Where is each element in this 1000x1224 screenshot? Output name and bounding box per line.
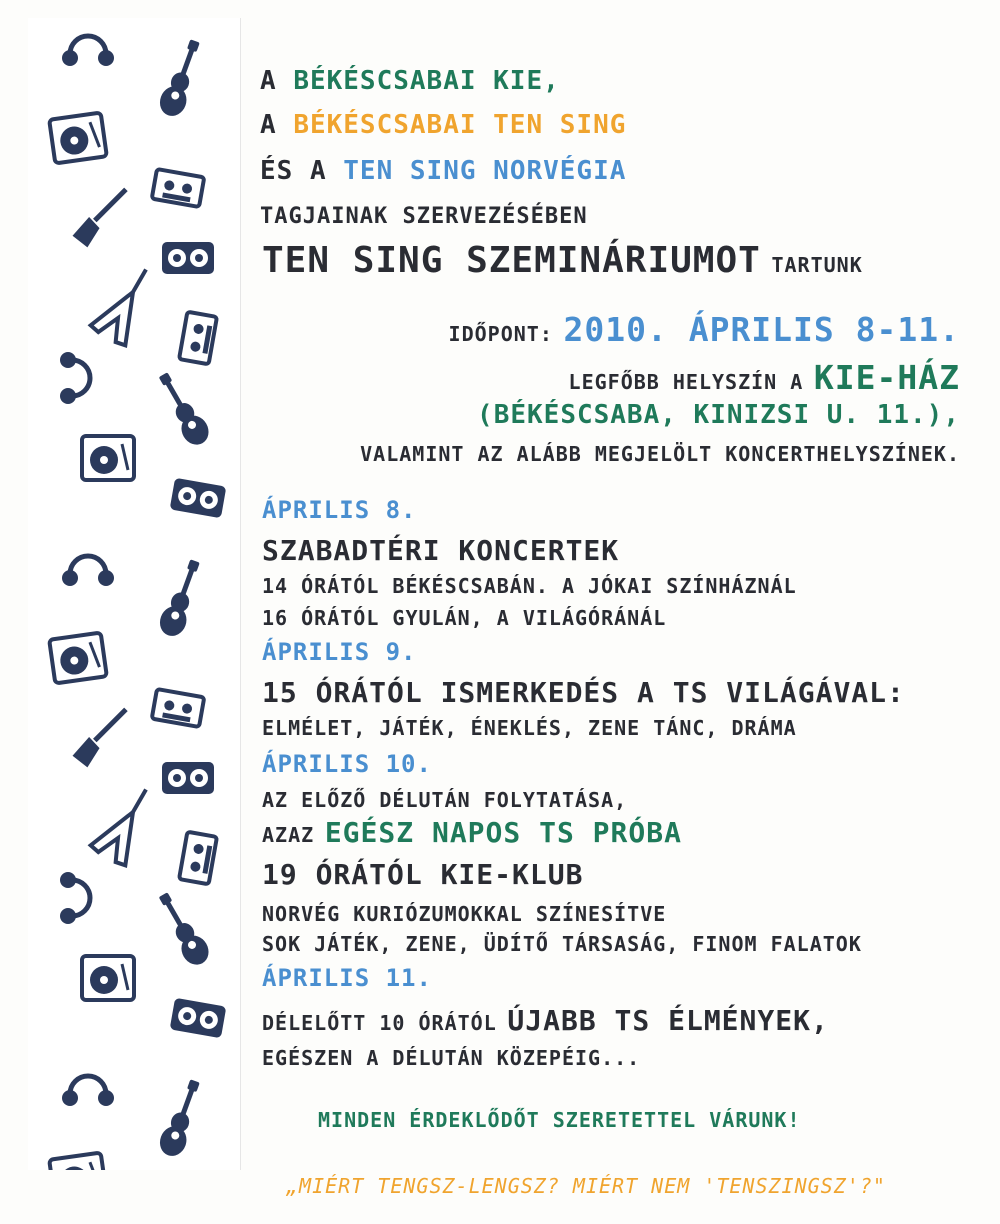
- venue-note: VALAMINT AZ ALÁBB MEGJELÖLT KONCERTHELYSZÍNEK.: [360, 442, 960, 466]
- day3-line-4: NORVÉG KURIÓZUMOKKAL SZÍNESÍTVE: [262, 902, 667, 926]
- rehearsal-highlight: EGÉSZ NAPOS TS PRÓBA: [324, 816, 682, 849]
- day3-date: ÁPRILIS 10.: [262, 750, 432, 778]
- day1-title: SZABADTÉRI KONCERTEK: [262, 534, 620, 567]
- organizer-kie: BÉKÉSCSABAI KIE,: [293, 66, 560, 96]
- slogan-text: „MIÉRT TENGSZ-LENGSZ? MIÉRT NEM 'TENSZINGSZ'?": [286, 1174, 886, 1198]
- date-line: IDŐPONT: 2010. ÁPRILIS 8-11.: [448, 310, 960, 349]
- venue-name: KIE-HÁZ: [813, 358, 960, 397]
- day3-line-2: AZAZ EGÉSZ NAPOS TS PRÓBA: [262, 816, 682, 849]
- day1-date: ÁPRILIS 8.: [262, 496, 417, 524]
- event-date: 2010. ÁPRILIS 8-11.: [563, 310, 960, 349]
- day2-line-1: ELMÉLET, JÁTÉK, ÉNEKLÉS, ZENE TÁNC, DRÁMA: [262, 716, 797, 740]
- day1-line-2: 16 ÓRÁTÓL GYULÁN, A VILÁGÓRÁNÁL: [262, 606, 667, 630]
- intro-line-4: TAGJAINAK SZERVEZÉSÉBEN: [260, 204, 588, 229]
- day4-line-2: EGÉSZEN A DÉLUTÁN KÖZEPÉIG...: [262, 1046, 641, 1070]
- day1-line-1: 14 ÓRÁTÓL BÉKÉSCSABÁN. A JÓKAI SZÍNHÁZNÁL: [262, 574, 797, 598]
- welcome-text: MINDEN ÉRDEKLŐDŐT SZERETETTEL VÁRUNK!: [318, 1108, 801, 1132]
- organizer-ten-sing: BÉKÉSCSABAI TEN SING: [293, 110, 627, 140]
- seminar-title: TEN SING SZEMINÁRIUMOT: [262, 240, 761, 281]
- venue-address: (BÉKÉSCSABA, KINIZSI U. 11.),: [477, 400, 960, 430]
- day4-line-1: DÉLELŐTT 10 ÓRÁTÓL ÚJABB TS ÉLMÉNYEK,: [262, 1004, 829, 1037]
- venue-line: LEGFŐBB HELYSZÍN A KIE-HÁZ: [568, 358, 960, 397]
- day3-line-3: 19 ÓRÁTÓL KIE-KLUB: [262, 858, 584, 891]
- day2-date: ÁPRILIS 9.: [262, 638, 417, 666]
- day3-line-1: AZ ELŐZŐ DÉLUTÁN FOLYTATÁSA,: [262, 788, 628, 812]
- day4-date: ÁPRILIS 11.: [262, 964, 432, 992]
- new-experiences-highlight: ÚJABB TS ÉLMÉNYEK,: [507, 1004, 829, 1037]
- day3-line-5: SOK JÁTÉK, ZENE, ÜDÍTŐ TÁRSASÁG, FINOM FALATOK: [262, 932, 862, 956]
- intro-line-3: ÉS A TEN SING NORVÉGIA: [260, 156, 627, 186]
- intro-line-1: A BÉKÉSCSABAI KIE,: [260, 66, 560, 96]
- organizer-norway: TEN SING NORVÉGIA: [343, 156, 627, 186]
- intro-line-5: TEN SING SZEMINÁRIUMOT TARTUNK: [262, 240, 863, 281]
- intro-line-2: A BÉKÉSCSABAI TEN SING: [260, 110, 627, 140]
- day2-title: 15 ÓRÁTÓL ISMERKEDÉS A TS VILÁGÁVAL:: [262, 676, 905, 709]
